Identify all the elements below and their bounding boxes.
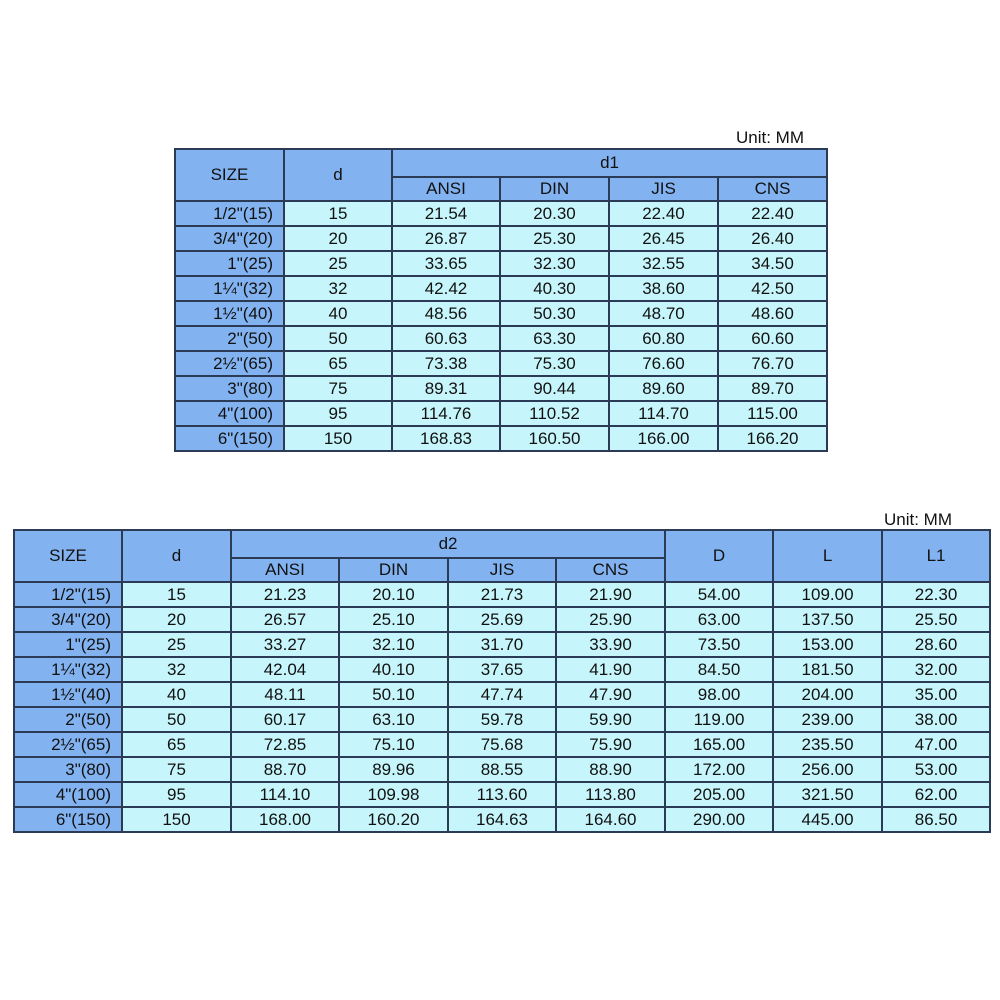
table-row — [14, 807, 990, 832]
value-cell: 50 — [122, 707, 231, 732]
size-cell: 1"(25) — [14, 632, 122, 657]
value-cell: 72.85 — [231, 732, 339, 757]
value-cell: 109.00 — [773, 582, 882, 607]
value-cell: 47.74 — [448, 682, 556, 707]
table-row — [175, 326, 827, 351]
table-row — [175, 251, 827, 276]
value-cell: 114.70 — [609, 401, 718, 426]
value-cell: 63.30 — [500, 326, 609, 351]
size-cell: 6"(150) — [175, 426, 284, 451]
size-cell: 6"(150) — [14, 807, 122, 832]
value-cell: 89.60 — [609, 376, 718, 401]
value-cell: 63.00 — [665, 607, 773, 632]
value-cell: 60.60 — [718, 326, 827, 351]
value-cell: 32.00 — [882, 657, 990, 682]
table-row — [14, 632, 990, 657]
value-cell: 119.00 — [665, 707, 773, 732]
table-row — [175, 351, 827, 376]
header-jis: JIS — [609, 177, 718, 201]
value-cell: 88.55 — [448, 757, 556, 782]
value-cell: 50.10 — [339, 682, 448, 707]
size-cell: 1½"(40) — [175, 301, 284, 326]
value-cell: 168.83 — [392, 426, 500, 451]
value-cell: 65 — [122, 732, 231, 757]
size-cell: 4"(100) — [175, 401, 284, 426]
value-cell: 25 — [284, 251, 392, 276]
value-cell: 38.60 — [609, 276, 718, 301]
header-d: d — [122, 530, 231, 582]
table-row — [14, 657, 990, 682]
header-d1-group: d1 — [392, 149, 827, 177]
table1-unit-label: Unit: MM — [736, 128, 804, 147]
value-cell: 181.50 — [773, 657, 882, 682]
value-cell: 172.00 — [665, 757, 773, 782]
value-cell: 73.38 — [392, 351, 500, 376]
value-cell: 32 — [122, 657, 231, 682]
size-cell: 2½"(65) — [14, 732, 122, 757]
value-cell: 62.00 — [882, 782, 990, 807]
value-cell: 28.60 — [882, 632, 990, 657]
value-cell: 160.50 — [500, 426, 609, 451]
header-din: DIN — [500, 177, 609, 201]
value-cell: 48.60 — [718, 301, 827, 326]
value-cell: 75.10 — [339, 732, 448, 757]
value-cell: 38.00 — [882, 707, 990, 732]
value-cell: 75 — [284, 376, 392, 401]
value-cell: 26.45 — [609, 226, 718, 251]
size-cell: 1¼"(32) — [14, 657, 122, 682]
value-cell: 32.10 — [339, 632, 448, 657]
value-cell: 164.63 — [448, 807, 556, 832]
value-cell: 235.50 — [773, 732, 882, 757]
size-cell: 3/4"(20) — [14, 607, 122, 632]
size-cell: 3"(80) — [175, 376, 284, 401]
value-cell: 31.70 — [448, 632, 556, 657]
table-row — [175, 226, 827, 251]
value-cell: 86.50 — [882, 807, 990, 832]
value-cell: 88.70 — [231, 757, 339, 782]
value-cell: 25 — [122, 632, 231, 657]
value-cell: 50.30 — [500, 301, 609, 326]
size-cell: 1/2"(15) — [14, 582, 122, 607]
value-cell: 54.00 — [665, 582, 773, 607]
table-row — [14, 607, 990, 632]
value-cell: 115.00 — [718, 401, 827, 426]
value-cell: 90.44 — [500, 376, 609, 401]
value-cell: 137.50 — [773, 607, 882, 632]
value-cell: 84.50 — [665, 657, 773, 682]
value-cell: 165.00 — [665, 732, 773, 757]
value-cell: 164.60 — [556, 807, 665, 832]
header-size: SIZE — [175, 149, 284, 201]
value-cell: 150 — [284, 426, 392, 451]
value-cell: 110.52 — [500, 401, 609, 426]
value-cell: 204.00 — [773, 682, 882, 707]
value-cell: 20 — [284, 226, 392, 251]
value-cell: 95 — [122, 782, 231, 807]
value-cell: 60.17 — [231, 707, 339, 732]
size-cell: 2½"(65) — [175, 351, 284, 376]
value-cell: 32 — [284, 276, 392, 301]
value-cell: 15 — [284, 201, 392, 226]
table-row — [14, 582, 990, 607]
value-cell: 98.00 — [665, 682, 773, 707]
header-din: DIN — [339, 558, 448, 582]
table-row — [14, 682, 990, 707]
table2-unit-label: Unit: MM — [884, 510, 952, 529]
value-cell: 26.40 — [718, 226, 827, 251]
header-d2-group: d2 — [231, 530, 665, 558]
value-cell: 75.90 — [556, 732, 665, 757]
table-row — [14, 757, 990, 782]
value-cell: 40 — [284, 301, 392, 326]
value-cell: 25.30 — [500, 226, 609, 251]
value-cell: 65 — [284, 351, 392, 376]
value-cell: 26.57 — [231, 607, 339, 632]
table-row — [175, 276, 827, 301]
value-cell: 445.00 — [773, 807, 882, 832]
value-cell: 32.55 — [609, 251, 718, 276]
value-cell: 25.90 — [556, 607, 665, 632]
size-cell: 1"(25) — [175, 251, 284, 276]
value-cell: 41.90 — [556, 657, 665, 682]
table-row — [175, 301, 827, 326]
value-cell: 160.20 — [339, 807, 448, 832]
value-cell: 22.30 — [882, 582, 990, 607]
header-cns: CNS — [556, 558, 665, 582]
value-cell: 75.30 — [500, 351, 609, 376]
size-cell: 2"(50) — [175, 326, 284, 351]
value-cell: 20.10 — [339, 582, 448, 607]
value-cell: 76.60 — [609, 351, 718, 376]
value-cell: 88.90 — [556, 757, 665, 782]
value-cell: 60.63 — [392, 326, 500, 351]
value-cell: 89.31 — [392, 376, 500, 401]
size-cell: 3/4"(20) — [175, 226, 284, 251]
value-cell: 22.40 — [609, 201, 718, 226]
value-cell: 321.50 — [773, 782, 882, 807]
value-cell: 73.50 — [665, 632, 773, 657]
header-ansi: ANSI — [392, 177, 500, 201]
value-cell: 166.20 — [718, 426, 827, 451]
value-cell: 47.00 — [882, 732, 990, 757]
header-cns: CNS — [718, 177, 827, 201]
value-cell: 153.00 — [773, 632, 882, 657]
header-jis: JIS — [448, 558, 556, 582]
value-cell: 33.90 — [556, 632, 665, 657]
value-cell: 48.11 — [231, 682, 339, 707]
value-cell: 21.90 — [556, 582, 665, 607]
table-row — [175, 426, 827, 451]
size-cell: 1¼"(32) — [175, 276, 284, 301]
value-cell: 60.80 — [609, 326, 718, 351]
value-cell: 48.70 — [609, 301, 718, 326]
value-cell: 95 — [284, 401, 392, 426]
value-cell: 26.87 — [392, 226, 500, 251]
size-cell: 1/2"(15) — [175, 201, 284, 226]
value-cell: 113.80 — [556, 782, 665, 807]
pipe-dimension-table-d2 — [13, 529, 991, 833]
value-cell: 34.50 — [718, 251, 827, 276]
value-cell: 21.54 — [392, 201, 500, 226]
value-cell: 89.70 — [718, 376, 827, 401]
value-cell: 20 — [122, 607, 231, 632]
value-cell: 15 — [122, 582, 231, 607]
value-cell: 75 — [122, 757, 231, 782]
value-cell: 75.68 — [448, 732, 556, 757]
pipe-dimension-table-d1 — [174, 148, 828, 452]
header-outer-d: D — [665, 530, 773, 582]
value-cell: 25.50 — [882, 607, 990, 632]
size-cell: 1½"(40) — [14, 682, 122, 707]
size-cell: 2"(50) — [14, 707, 122, 732]
value-cell: 239.00 — [773, 707, 882, 732]
value-cell: 42.04 — [231, 657, 339, 682]
value-cell: 59.78 — [448, 707, 556, 732]
size-cell: 3"(80) — [14, 757, 122, 782]
value-cell: 76.70 — [718, 351, 827, 376]
value-cell: 35.00 — [882, 682, 990, 707]
value-cell: 113.60 — [448, 782, 556, 807]
value-cell: 21.23 — [231, 582, 339, 607]
value-cell: 50 — [284, 326, 392, 351]
value-cell: 40.30 — [500, 276, 609, 301]
value-cell: 21.73 — [448, 582, 556, 607]
table-row — [175, 376, 827, 401]
header-d: d — [284, 149, 392, 201]
value-cell: 48.56 — [392, 301, 500, 326]
value-cell: 20.30 — [500, 201, 609, 226]
header-size: SIZE — [14, 530, 122, 582]
value-cell: 22.40 — [718, 201, 827, 226]
value-cell: 47.90 — [556, 682, 665, 707]
value-cell: 33.65 — [392, 251, 500, 276]
value-cell: 25.10 — [339, 607, 448, 632]
table-row — [175, 201, 827, 226]
value-cell: 168.00 — [231, 807, 339, 832]
value-cell: 63.10 — [339, 707, 448, 732]
value-cell: 25.69 — [448, 607, 556, 632]
header-l1: L1 — [882, 530, 990, 582]
value-cell: 53.00 — [882, 757, 990, 782]
table-row — [14, 782, 990, 807]
value-cell: 42.50 — [718, 276, 827, 301]
table-row — [14, 732, 990, 757]
value-cell: 290.00 — [665, 807, 773, 832]
value-cell: 59.90 — [556, 707, 665, 732]
value-cell: 37.65 — [448, 657, 556, 682]
value-cell: 114.10 — [231, 782, 339, 807]
value-cell: 40.10 — [339, 657, 448, 682]
header-l: L — [773, 530, 882, 582]
value-cell: 89.96 — [339, 757, 448, 782]
value-cell: 256.00 — [773, 757, 882, 782]
value-cell: 150 — [122, 807, 231, 832]
header-ansi: ANSI — [231, 558, 339, 582]
value-cell: 205.00 — [665, 782, 773, 807]
value-cell: 109.98 — [339, 782, 448, 807]
value-cell: 33.27 — [231, 632, 339, 657]
table-row — [175, 401, 827, 426]
table-row — [14, 707, 990, 732]
value-cell: 32.30 — [500, 251, 609, 276]
value-cell: 166.00 — [609, 426, 718, 451]
value-cell: 40 — [122, 682, 231, 707]
size-cell: 4"(100) — [14, 782, 122, 807]
value-cell: 114.76 — [392, 401, 500, 426]
value-cell: 42.42 — [392, 276, 500, 301]
